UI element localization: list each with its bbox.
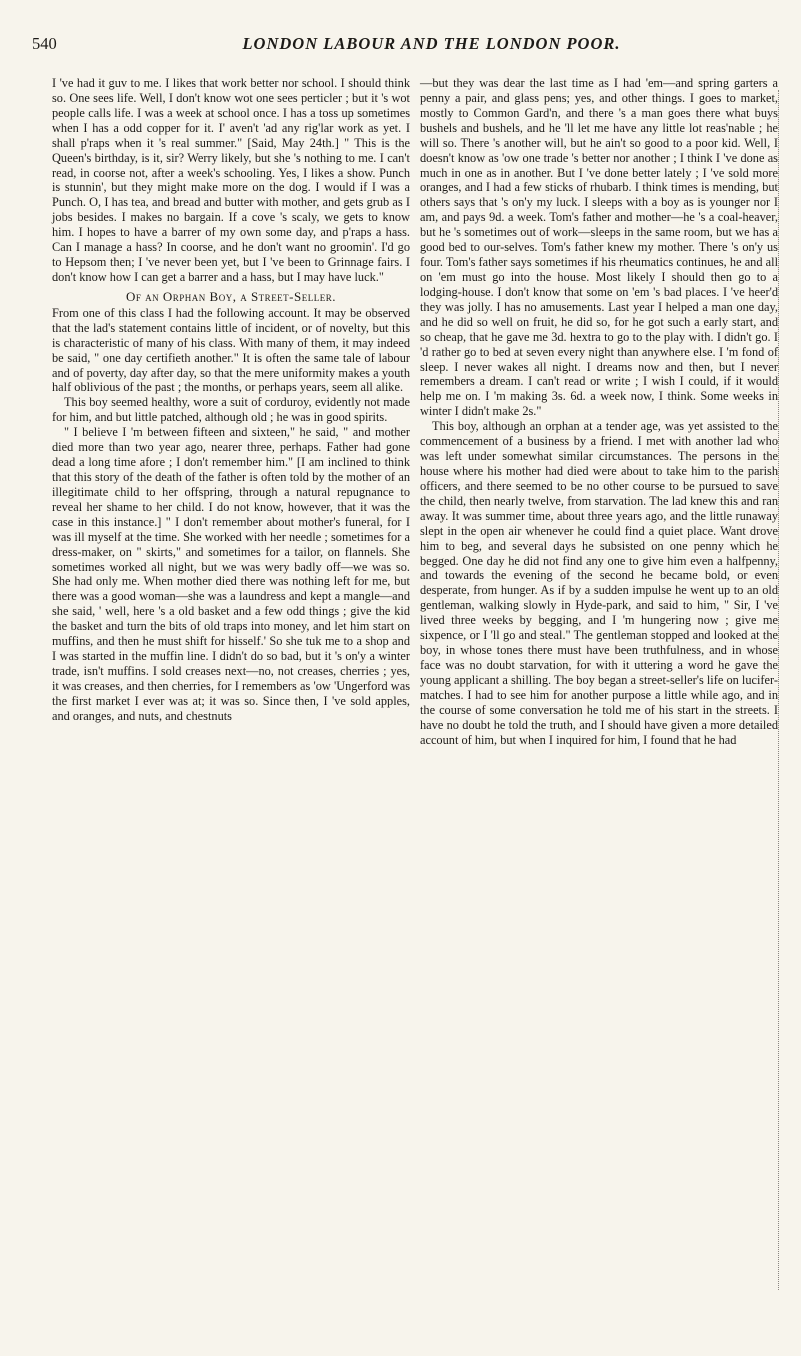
- left-column: [52, 76, 410, 724]
- page-edge-shadow: [775, 90, 779, 1290]
- paragraph: I 've had it guv to me. I likes that work better nor school. I should think so. One sees life. Well, I don't know wot one sees perticler ; but it 's wot people calls life. I was a week at school once. I has a toss up sometimes when I has a odd copper for it. I' aven't 'ad any rig'lar work as yet. I shall p'raps when it 's real summer." [Said, May 24th.] " This is the Queen's birthday, is it, sir? Werry likely, but she 's nothing to me. I can't read, in coorse not, after a week's schooling. Yes, I likes a show. Punch is stunnin', but they might make more on the dog. I would if I was a Punch. O, I has tea, and bread and butter with mother, and gets grub as I jobs besides. I makes no bargain. If a cove 's scaly, we gets to know him. I hopes to have a barrer of my own some day, and p'raps a hass. Can I manage a hass? In coorse, and he don't want no groomin'. I'd go to Hepsom then; I 've never been yet, but I 've been to Grinnage fairs. I don't know how I can get a barrer and a hass, but I may have luck.": [52, 76, 410, 284]
- paragraph: —but they was dear the last time as I had 'em—and spring garters a penny a pair, and glass pens; yes, and other things. I goes to market, mostly to Common Gard'n, and there 's a man goes there what buys bushels and bushels, and he 'll let me have any little lot reas'nable ; he will so. There 's another will, but he ain't so good to a poor kid. Well, I doesn't know as 'ow one trade 's better nor another ; I think I 've done as much in one as in another. But I 've done better lately ; I 've sold more oranges, and I had a few sticks of rhubarb. I think times is mending, but others says that 's on'y my luck. I sleeps with a boy as is younger nor I am, and pays 9d. a week. Tom's father and mother—he 's a coal-heaver, but he 's sometimes out of work—sleeps in the same room, but we has a good bed to our-selves. Tom's father knew my mother. There 's on'y us four. Tom's father says sometimes if his rheumatics continues, he and all on 'em must go into the house. Most likely I should then go to a lodging-house. I don't know that some on 'em 's bad places. I 've heer'd they was jolly. I has no amusements. Last year I helped a man one day, and he did so well on fruit, he did so, for he got such a early start, and so cheap, that he gave me 3d. hextra to go to the play with. I didn't go. I 'd rather go to bed at seven every night than anywhere else. I 'm fond of sleep. I never wakes all night. I dreams now and then, but I never remembers a dream. I can't read or write ; I wish I could, if it would help me on. I 'm making 3s. 6d. a week now, I think. Some weeks in winter I didn't make 2s.": [420, 76, 778, 419]
- paragraph: This boy, although an orphan at a tender age, was yet assisted to the commencement of a business by a friend. I met with another lad who was left under somewhat similar circumstances. The persons in the house where his mother had died were about to take him to the parish officers, and there seemed to be no other course to be pursued to save the child, then nearly twelve, from starvation. The lad knew this and ran away. It was summer time, about three years ago, and the little runaway slept in the open air whenever he could find a quiet place. Want drove him to beg, and several days he subsisted on one penny which he begged. One day he did not find any one to give him even a halfpenny, and towards the evening of the second he became bold, or even desperate, from hunger. As if by a sudden impulse he went up to an old gentleman, walking slowly in Hyde-park, and said to him, " Sir, I 've lived three weeks by begging, and I 'm hungering now ; give me sixpence, or I 'll go and steal." The gentleman stopped and looked at the boy, in whose tones there must have been truthfulness, and in whose face was no doubt starvation, for with it uttering a word he gave the young applicant a shilling. The boy began a street-seller's life on lucifer-matches. I had to see him for another purpose a little while ago, and in the course of some conversation he told me of his start in the streets. I have no doubt he told the truth, and I should have given a more detailed account of him, but when I inquired for him, I found that he had: [420, 419, 778, 747]
- paragraph: From one of this class I had the following account. It may be observed that the lad's statement contains little of incident, or of novelty, but this is characteristic of many of his class. With many of them, it may indeed be said, " one day certifieth another." It is often the same tale of labour and of poverty, day after day, so that the mere uniformity makes a youth half oblivious of the past ; the months, or perhaps years, seem all alike.: [52, 305, 410, 395]
- section-heading: Of an Orphan Boy, a Street-Seller.: [126, 288, 336, 304]
- right-column: [420, 76, 778, 747]
- paragraph: " I believe I 'm between fifteen and sixteen," he said, " and mother died more than two year ago, nearer three, perhaps. Father had gone dead a long time afore ; I don't remember him." [I am inclined to think that this story of the death of the father is often told by the mother of an illegitimate child to her offspring, through a natural repugnance to reveal her shame to her child. I do not know, however, that it was the case in this instance.] " I don't remember about mother's funeral, for I was ill myself at the time. She worked with her needle ; sometimes for a dress-maker, on " skirts," and sometimes for a tailor, on flannels. She sometimes worked all night, but we was wery badly off—we was so. She had only me. When mother died there was nothing left for me, but there was a good woman—she was a laundress and kept a mangle—and she said, ' well, here 's a old basket and a few odd things ; give the kid the basket and turn the bits of old traps into money, and let him start on muffins, and then he must shift for hisself.' So she tuk me to a shop and I was started in the muffin line. I didn't do so bad, but it 's on'y a winter trade, isn't muffins. I sold creases next—no, not creases, cherries ; yes, it was creases, and then cherries, for I remembers as 'ow 'Ungerford was the first market I ever was at; it was so. Since then, I 've sold apples, and oranges, and nuts, and chestnuts: [52, 425, 410, 723]
- paragraph: This boy seemed healthy, wore a suit of corduroy, evidently not made for him, and but little patched, although old ; he was in good spirits.: [52, 395, 410, 425]
- page-number: 540: [32, 34, 57, 53]
- page-header: [32, 34, 771, 60]
- running-title: LONDON LABOUR AND THE LONDON POOR.: [242, 34, 621, 53]
